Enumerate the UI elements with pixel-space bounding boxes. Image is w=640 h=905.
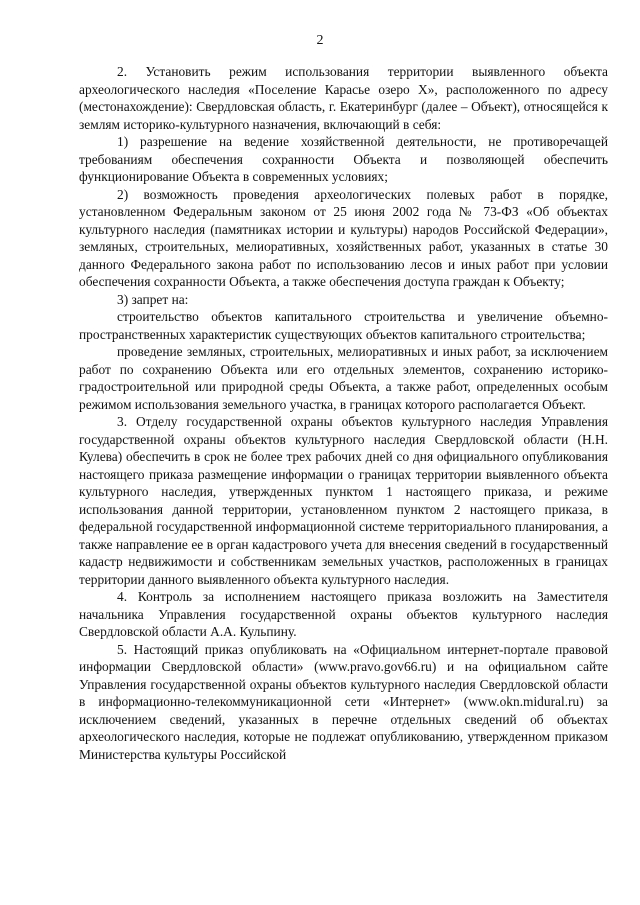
document-body	[79, 63, 608, 763]
paragraph-subitem-3: 3) запрет на:	[117, 291, 189, 307]
paragraph-subitem-2: 2) возможность проведения археологических полевых работ в порядке, установленном Федеральным законом от 25 июня 2002 года № 73-ФЗ «Об объектах культурного наследия (памятниках истории и культуры) народов Российской Федерации», земляных, строительных, мелиоративных, хозяйственных работ, указанных в статье 30 данного Федерального закона работ по использованию лесов и иных работ при условии обеспечения сохранности Объекта, а также обеспечения доступа граждан к Объекту;	[79, 186, 608, 289]
page-number: 2	[316, 33, 324, 48]
paragraph-item-5: 5. Настоящий приказ опубликовать на «Официальном интернет-портале правовой информации Свердловской области» (www.pravo.gov66.ru) и на официальном сайте Управления государственной охраны объектов культурного наследия Свердловской области в информационно-телекоммуникационной сети «Интернет» (www.okn.midural.ru) за исключением сведений, указанных в перечне отдельных сведений об объектах археологического наследия, которые не подлежат опубликованию, утвержденном приказом Министерства культуры Российской	[79, 641, 608, 762]
paragraph-item-3: 3. Отделу государственной охраны объектов культурного наследия Управления государственной охраны объектов культурного наследия Свердловской области (Н.Н. Кулева) обеспечить в срок не более трех рабочих дней со дня официального опубликования настоящего приказа размещение информации о границах территории выявленного объекта культурного наследия, утвержденных пунктом 1 настоящего приказа, и режиме использования данной территории, установленном пунктом 2 настоящего приказа, в федеральной государственной информационной системе территориального планирования, а также направление ее в орган кадастрового учета для внесения сведений в государственный кадастр недвижимости и собственникам земельных участков, расположенных в границах территории данного выявленного объекта культурного наследия.	[79, 414, 608, 587]
paragraph-subitem-1: 1) разрешение на ведение хозяйственной деятельности, не противоречащей требованиям обеспечения сохранности Объекта и позволяющей обеспечить функционирование Объекта в современных условиях;	[79, 134, 608, 184]
paragraph-item-4: 4. Контроль за исполнением настоящего приказа возложить на Заместителя начальника Управления государственной охраны объектов культурного наследия Свердловской области А.А. Кульпину.	[79, 589, 608, 639]
paragraph-prohibition-works: проведение земляных, строительных, мелиоративных и иных работ, за исключением работ по сохранению Объекта или его отдельных элементов, сохранению историко-градостроительной или природной среды Объекта, а также работ, определенных особым режимом использования земельного участка, в границах которого располагается Объект.	[79, 344, 608, 412]
paragraph-prohibition-construction: строительство объектов капитального строительства и увеличение объемно-пространственных характеристик существующих объектов капитального строительства;	[79, 309, 608, 342]
paragraph-item-2: 2. Установить режим использования территории выявленного объекта археологического наследия «Поселение Карасье озеро Х», расположенного по адресу (местонахождение): Свердловская область, г. Екатеринбург (далее – Объект), относящейся к землям историко-культурного назначения, включающий в себя:	[79, 64, 608, 132]
